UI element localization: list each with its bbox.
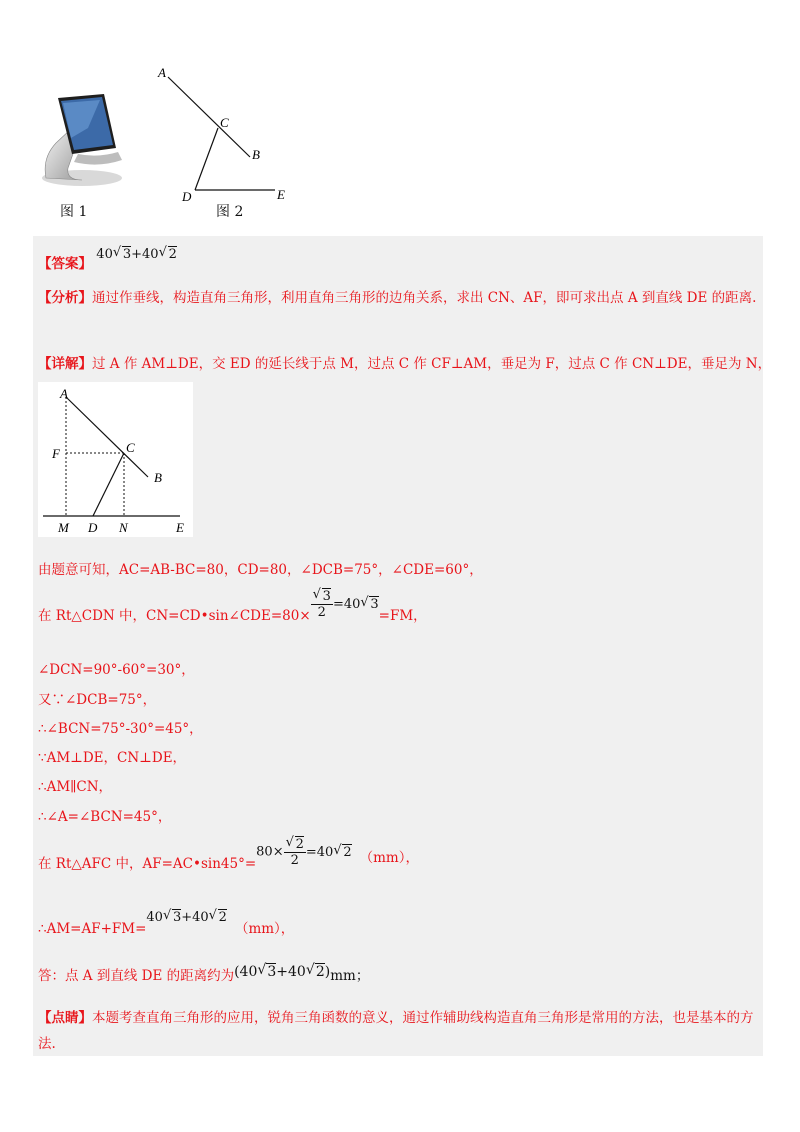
answer-tag: 【答案】 — [38, 256, 92, 272]
detail-text: 过 A 作 AM⊥DE，交 ED 的延长线于点 M，过点 C 作 CF⊥AM，垂足为 F，过点 C 作 CN⊥DE，垂足为 N， — [92, 356, 772, 372]
fig2-label-c: C — [220, 115, 229, 130]
comment-paragraph — [38, 1005, 758, 1057]
geometry-figure-3 — [38, 382, 193, 537]
step-9: 在 Rt△AFC 中，AF=AC•sin45°=80× √ $\frac{2}{2}$ =40√ 2 （mm）， — [38, 836, 419, 876]
step-5: ∴∠BCN=75°-30°=45°， — [38, 721, 203, 737]
step-1: 由题意可知，AC=AB-BC=80，CD=80，∠DCB=75°，∠CDE=60°， — [38, 562, 483, 578]
step-6: ∵AM⊥DE，CN⊥DE， — [38, 750, 187, 766]
figure-2-caption: 图 2 — [216, 204, 244, 220]
step-11: 答：点 A 到直线 DE 的距离约为(40√ 3+40√ 2)mm； — [38, 960, 369, 980]
fig3-label-d: D — [88, 520, 98, 535]
step-8: ∴∠A=∠BCN=45°， — [38, 809, 172, 825]
figure-1-caption: 图 1 — [60, 204, 88, 220]
fig3-label-e: E — [176, 520, 184, 535]
step-10: ∴AM=AF+FM=40√ 3+40√ 2（mm）， — [38, 905, 294, 925]
fig3-label-m: M — [58, 520, 69, 535]
step-4: 又∵∠DCB=75°， — [38, 692, 157, 708]
step-2: 在 Rt△CDN 中，CN=CD•sin∠CDE=80× √ $\frac{3}{2}$ =40√ 3=FM， — [38, 588, 427, 628]
detail-tag: 【详解】 — [38, 356, 92, 372]
fig2-label-e: E — [277, 187, 285, 202]
comment-tag: 【点睛】 — [38, 1010, 92, 1026]
fig3-label-c: C — [126, 440, 135, 455]
fig3-label-f: F — [52, 446, 60, 461]
geometry-figure-2 — [150, 65, 300, 210]
step-3: ∠DCN=90°-60°=30°， — [38, 662, 195, 678]
analysis-tag: 【分析】 — [38, 290, 92, 306]
phone-stand-illustration — [38, 88, 126, 188]
fig3-label-b: B — [154, 470, 162, 485]
fig3-label-n: N — [119, 520, 128, 535]
analysis-paragraph — [38, 285, 758, 311]
fig2-label-a: A — [158, 65, 166, 80]
answer-line — [38, 242, 177, 272]
analysis-text: 通过作垂线，构造直角三角形，利用直角三角形的边角关系，求出 CN、AF，即可求出点 A 到直线 DE 的距离. — [92, 290, 757, 306]
comment-text: 本题考查直角三角形的应用，锐角三角函数的意义，通过作辅助线构造直角三角形是常用的方法，也是基本的方法. — [38, 1010, 754, 1052]
step-7: ∴AM∥CN， — [38, 779, 113, 795]
fig2-label-b: B — [252, 147, 260, 162]
fraction-sqrt3-over-2: √ $\frac{3}{2}$ — [311, 588, 333, 620]
fraction-sqrt2-over-2: √ $\frac{2}{2}$ — [284, 836, 306, 868]
answer-expression: 40√ 3+40√ 2 — [96, 247, 177, 262]
fig3-label-a: A — [60, 386, 68, 401]
fig2-label-d: D — [182, 189, 192, 204]
detail-paragraph — [38, 352, 771, 372]
